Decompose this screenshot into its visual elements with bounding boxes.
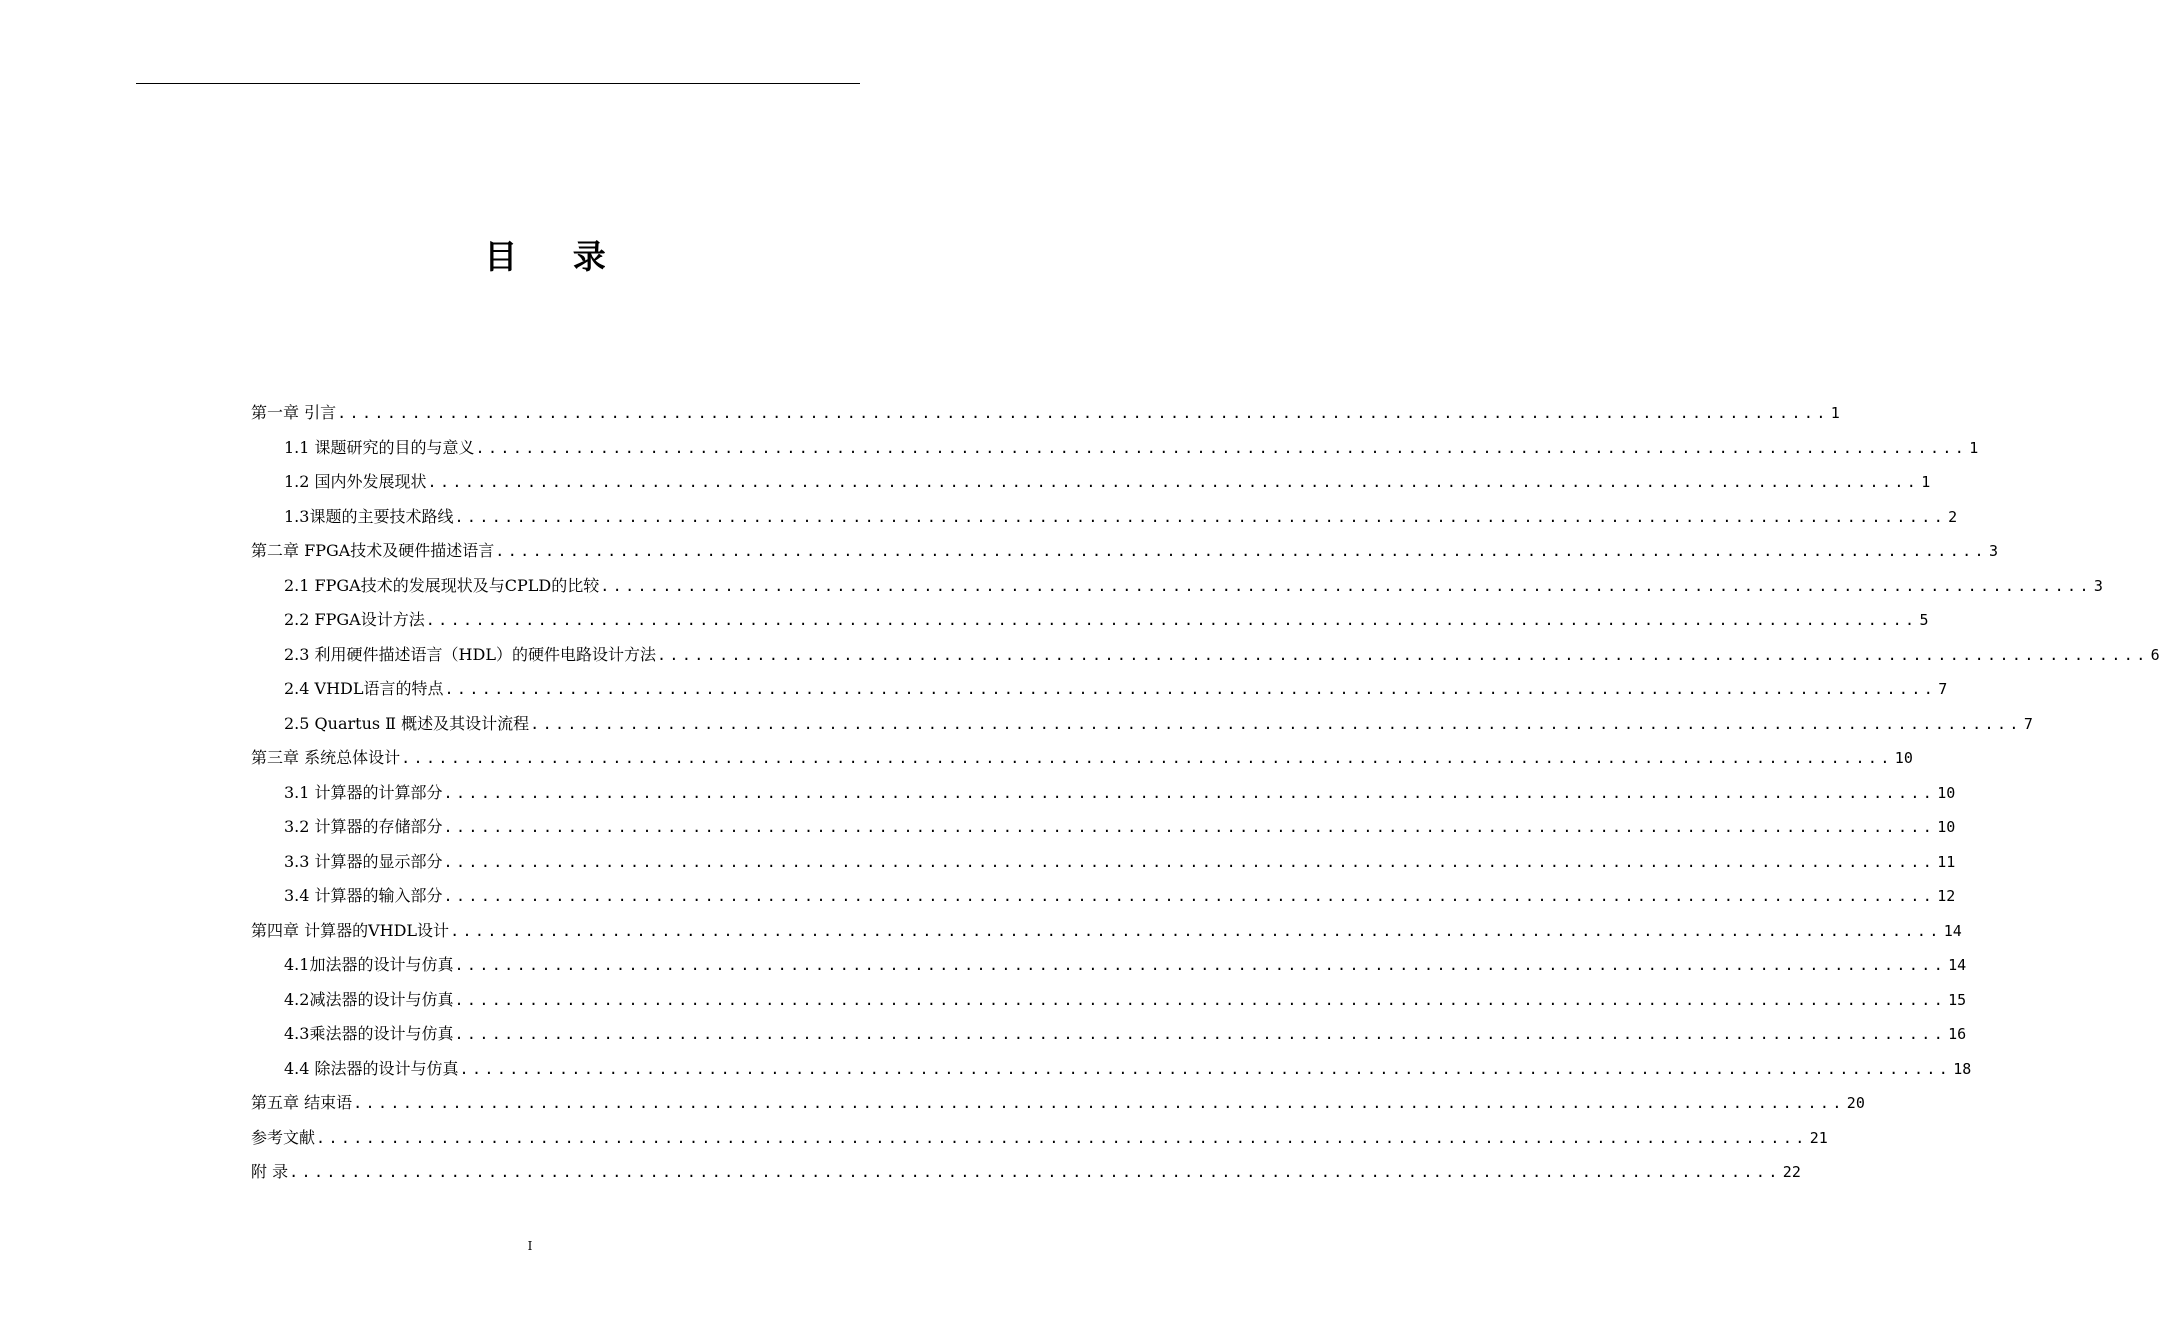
toc-entry[interactable] xyxy=(284,776,1956,810)
page-number: I xyxy=(527,1239,533,1253)
toc-entry[interactable] xyxy=(284,569,2103,603)
toc-dot-leader: ........................................................................................................................ xyxy=(475,438,1968,457)
toc-entry[interactable] xyxy=(284,1017,1967,1051)
toc-entry-title: 1.3课题的主要技术路线 xyxy=(284,506,454,526)
toc-entry[interactable] xyxy=(284,810,1956,844)
toc-entry-title: 1.2 国内外发展现状 xyxy=(284,472,427,491)
toc-entry[interactable] xyxy=(284,431,1979,465)
toc-entry-title: 第三章 系统总体设计 xyxy=(251,748,401,767)
toc-entry-page-number: 18 xyxy=(1953,1059,1972,1078)
toc-entry-page-number: 1 xyxy=(1830,404,1840,422)
toc-entry-title: 2.3 利用硬件描述语言（HDL）的硬件电路设计方法 xyxy=(284,644,656,664)
toc-entry-title: 3.2 计算器的存储部分 xyxy=(284,817,443,836)
toc-entry[interactable] xyxy=(284,500,1958,534)
toc-entry-page-number: 7 xyxy=(2023,714,2033,733)
toc-entry-page-number: 10 xyxy=(1894,749,1913,767)
toc-entry-title: 4.4 除法器的设计与仿真 xyxy=(284,1058,459,1078)
toc-entry-title: 第二章 FPGA技术及硬件描述语言 xyxy=(251,541,495,560)
header-rule xyxy=(136,83,860,84)
toc-entry[interactable] xyxy=(251,1086,1865,1120)
toc-entry-page-number: 6 xyxy=(2150,645,2160,664)
toc-dot-leader: ........................................................................................................................ xyxy=(454,1025,1947,1043)
toc-entry[interactable] xyxy=(284,879,1956,913)
toc-entry-page-number: 10 xyxy=(1937,783,1956,802)
toc-entry-page-number: 14 xyxy=(1943,921,1962,940)
toc-entry[interactable] xyxy=(284,707,2033,741)
toc-entry-page-number: 11 xyxy=(1937,852,1956,871)
toc-entry[interactable] xyxy=(251,1155,1801,1189)
toc-entry[interactable] xyxy=(251,534,1999,568)
toc-dot-leader: ........................................................................................................................ xyxy=(289,1163,1781,1181)
toc-entry-page-number: 12 xyxy=(1937,887,1956,905)
toc-entry-title: 4.1加法器的设计与仿真 xyxy=(284,955,454,974)
toc-dot-leader: ........................................................................................................................ xyxy=(443,887,1936,905)
toc-entry[interactable] xyxy=(251,914,1962,948)
toc-entry-page-number: 21 xyxy=(1809,1128,1828,1147)
toc-entry-page-number: 1 xyxy=(1921,473,1931,491)
toc-dot-leader: ........................................................................................................................ xyxy=(425,611,1918,629)
toc-entry-page-number: 1 xyxy=(1969,438,1979,457)
toc-entry[interactable] xyxy=(284,672,1948,706)
toc-entry[interactable] xyxy=(284,845,1956,879)
toc-dot-leader: ........................................................................................................................ xyxy=(444,680,1937,698)
toc-entry-title: 2.4 VHDL语言的特点 xyxy=(284,679,444,698)
toc-dot-leader: ........................................................................................................................ xyxy=(450,921,1942,940)
toc-dot-leader: ........................................................................................................................ xyxy=(353,1094,1845,1112)
toc-entry-page-number: 7 xyxy=(1938,680,1948,698)
toc-dot-leader: ........................................................................................................................ xyxy=(443,818,1936,836)
toc-entry-title: 4.3乘法器的设计与仿真 xyxy=(284,1024,454,1043)
toc-entry-page-number: 3 xyxy=(1989,542,1999,560)
toc-entry-page-number: 16 xyxy=(1948,1025,1967,1043)
toc-dot-leader: ........................................................................................................................ xyxy=(401,749,1893,767)
toc-dot-leader: ........................................................................................................................ xyxy=(454,990,1947,1009)
toc-entry-page-number: 3 xyxy=(2093,576,2103,595)
toc-entry-page-number: 2 xyxy=(1948,507,1958,526)
toc-dot-leader: ........................................................................................................................ xyxy=(443,852,1936,871)
toc-entry-title: 2.2 FPGA设计方法 xyxy=(284,610,425,629)
page-title: 目 录 xyxy=(484,237,628,276)
toc-entry-title: 3.3 计算器的显示部分 xyxy=(284,851,443,871)
toc-entry[interactable] xyxy=(251,1121,1828,1155)
toc-entry[interactable] xyxy=(284,1052,1972,1086)
toc-entry[interactable] xyxy=(284,948,1967,982)
toc-entry-title: 3.4 计算器的输入部分 xyxy=(284,886,443,905)
toc-dot-leader: ........................................................................................................................ xyxy=(454,956,1947,974)
toc-entry[interactable] xyxy=(251,741,1913,775)
toc-entry-title: 2.5 Quartus Ⅱ 概述及其设计流程 xyxy=(284,713,530,733)
toc-entry-page-number: 10 xyxy=(1937,818,1956,836)
toc-entry-page-number: 20 xyxy=(1846,1094,1865,1112)
toc-dot-leader: ........................................................................................................................ xyxy=(600,576,2092,595)
toc-dot-leader: ........................................................................................................................ xyxy=(454,507,1947,526)
toc-entry-title: 第四章 计算器的VHDL设计 xyxy=(251,920,450,940)
toc-dot-leader: ........................................................................................................................ xyxy=(459,1059,1952,1078)
toc-entry-title: 附 录 xyxy=(251,1162,289,1181)
toc-entry-title: 3.1 计算器的计算部分 xyxy=(284,782,443,802)
toc-entry[interactable] xyxy=(284,638,2160,672)
toc-dot-leader: ........................................................................................................................ xyxy=(427,473,1920,491)
toc-dot-leader: ........................................................................................................................ xyxy=(656,645,2149,664)
toc-entry-page-number: 14 xyxy=(1948,956,1967,974)
toc-dot-leader: ........................................................................................................................ xyxy=(316,1128,1808,1147)
toc-entry-title: 第五章 结束语 xyxy=(251,1093,353,1112)
toc-entry-page-number: 5 xyxy=(1919,611,1929,629)
toc-entry[interactable] xyxy=(284,603,1929,637)
toc-entry-title: 参考文献 xyxy=(251,1127,316,1147)
toc-entry-title: 第一章 引言 xyxy=(251,403,337,422)
toc-entry[interactable] xyxy=(251,396,1840,430)
toc-entry-page-number: 22 xyxy=(1782,1163,1801,1181)
toc-dot-leader: ........................................................................................................................ xyxy=(443,783,1936,802)
toc-dot-leader: ........................................................................................................................ xyxy=(530,714,2022,733)
toc-dot-leader: ........................................................................................................................ xyxy=(495,542,1987,560)
toc-entry-page-number: 15 xyxy=(1948,990,1967,1009)
toc-entry-title: 4.2减法器的设计与仿真 xyxy=(284,989,454,1009)
toc-dot-leader: ........................................................................................................................ xyxy=(337,404,1829,422)
toc-entry[interactable] xyxy=(284,465,1931,499)
toc-entry-title: 1.1 课题研究的目的与意义 xyxy=(284,437,475,457)
toc-entry[interactable] xyxy=(284,983,1967,1017)
toc-entry-title: 2.1 FPGA技术的发展现状及与CPLD的比较 xyxy=(284,575,600,595)
